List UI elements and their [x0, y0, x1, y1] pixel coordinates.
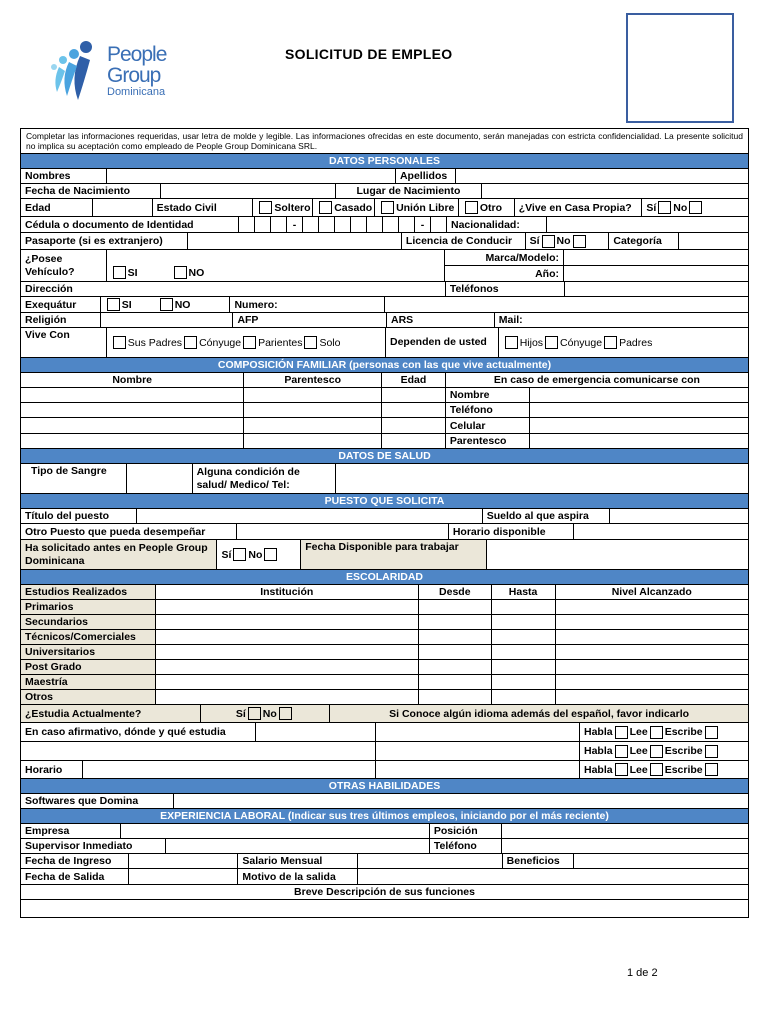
edu-level: Otros — [21, 690, 156, 704]
checkbox-lee[interactable] — [650, 726, 663, 739]
section-health: DATOS DE SALUD — [20, 449, 749, 464]
label-horario-estudio: Horario — [21, 761, 83, 778]
edu-level-cell[interactable] — [556, 660, 748, 674]
checkbox-otro[interactable] — [465, 201, 478, 214]
label-casado: Casado — [334, 201, 373, 214]
label-motivo-salida: Motivo de la salida — [238, 869, 358, 884]
label-estudia-no: No — [262, 707, 277, 720]
label-sus-padres: Sus Padres — [127, 336, 183, 349]
edu-from-cell[interactable] — [419, 690, 492, 704]
checkbox-lee[interactable] — [650, 763, 663, 776]
input-salario[interactable] — [358, 854, 503, 868]
section-experience: EXPERIENCIA LABORAL (Indicar sus tres últimos empleos, iniciando por el más reciente) — [20, 809, 749, 824]
checkbox-sus-padres[interactable] — [113, 336, 126, 349]
form-title: SOLICITUD DE EMPLEO — [285, 46, 453, 62]
input-marca[interactable] — [564, 250, 748, 265]
edu-level: Secundarios — [21, 615, 156, 629]
family-relation-cell[interactable] — [244, 403, 382, 417]
input-condicion-salud[interactable] — [336, 464, 748, 493]
checkbox-licencia-no[interactable] — [573, 235, 586, 248]
col-estudios: Estudios Realizados — [21, 585, 156, 599]
label-salario: Salario Mensual — [238, 854, 358, 868]
input-idioma[interactable] — [376, 723, 580, 741]
edu-level-cell[interactable] — [556, 615, 748, 629]
checkbox-habla[interactable] — [615, 726, 628, 739]
input-nombres[interactable] — [107, 169, 396, 183]
checkbox-solo[interactable] — [304, 336, 317, 349]
label-licencia: Licencia de Conducir — [402, 233, 526, 249]
family-relation-cell[interactable] — [244, 434, 382, 448]
checkbox-escribe[interactable] — [705, 745, 718, 758]
label-exequatur-no: NO — [174, 298, 191, 311]
logo-wordmark — [107, 44, 166, 98]
edu-institution-cell[interactable] — [156, 645, 419, 659]
label-soltero: Soltero — [274, 201, 311, 214]
logo-line-1: People — [107, 43, 167, 66]
input-otro-puesto[interactable] — [237, 524, 448, 539]
edu-from-cell[interactable] — [419, 600, 492, 614]
input-fecha-disponible[interactable] — [487, 540, 748, 569]
col-nombre: Nombre — [21, 373, 244, 387]
input-fecha-salida[interactable] — [129, 869, 239, 884]
input-horario-estudio[interactable] — [83, 761, 375, 778]
label-apellidos: Apellidos — [396, 169, 456, 183]
checkbox-estudia-si[interactable] — [248, 707, 261, 720]
label-escribe: Escribe — [664, 745, 703, 757]
label-marca: Marca/Modelo: — [445, 250, 564, 265]
checkbox-habla[interactable] — [615, 763, 628, 776]
family-name-cell[interactable] — [21, 434, 244, 448]
edu-from-cell[interactable] — [419, 675, 492, 689]
label-vehiculo-no: NO — [188, 267, 205, 279]
label-religion: Religión — [21, 313, 101, 327]
label-exequatur: Exequátur — [21, 297, 101, 312]
family-age-cell[interactable] — [382, 388, 446, 402]
section-skills: OTRAS HABILIDADES — [20, 779, 749, 794]
edu-from-cell[interactable] — [419, 645, 492, 659]
label-categoria: Categoría — [609, 233, 679, 249]
instructions: Completar las informaciones requeridas, usar letra de molde y legible. Las informaciones ofrecidas en este documento, serán manejadas con estricta confidencialidad. La presente solicitud no implica su aceptación como empleado de People Group Dominicana SRL. — [26, 131, 743, 151]
input-lugar-nacimiento[interactable] — [482, 184, 748, 198]
edu-institution-cell[interactable] — [156, 630, 419, 644]
cedula-digit[interactable] — [383, 217, 399, 232]
checkbox-conyuge[interactable] — [184, 336, 197, 349]
edu-institution-cell[interactable] — [156, 600, 419, 614]
family-age-cell[interactable] — [382, 434, 446, 448]
edu-level-cell[interactable] — [556, 630, 748, 644]
checkbox-soltero[interactable] — [259, 201, 272, 214]
edu-to-cell[interactable] — [492, 645, 556, 659]
label-solicitado-antes: Ha solicitado antes en People Group Dominicana — [21, 540, 217, 569]
label-exequatur-si: SI — [121, 298, 132, 311]
label-emergencia-telefono: Teléfono — [446, 403, 530, 417]
label-estudia-si: Sí — [235, 707, 246, 720]
edu-level: Post Grado — [21, 660, 156, 674]
checkbox-padres[interactable] — [604, 336, 617, 349]
label-habla: Habla — [584, 763, 613, 776]
label-vive-no: No — [673, 201, 688, 214]
edu-level-cell[interactable] — [556, 600, 748, 614]
input-edad[interactable] — [93, 199, 153, 216]
label-dependen: Dependen de usted — [386, 328, 499, 357]
cedula-dash: - — [287, 217, 303, 232]
label-dep-conyuge: Cónyuge — [560, 336, 603, 349]
checkbox-union-libre[interactable] — [381, 201, 394, 214]
edu-institution-cell[interactable] — [156, 660, 419, 674]
input-telefonos[interactable] — [565, 282, 749, 296]
input-numero[interactable] — [385, 297, 748, 312]
edu-to-cell[interactable] — [492, 630, 556, 644]
label-anio: Año: — [445, 266, 564, 281]
label-sueldo: Sueldo al que aspira — [483, 509, 611, 523]
col-desde: Desde — [419, 585, 492, 599]
checkbox-escribe[interactable] — [705, 726, 718, 739]
label-vive-si: Sí — [646, 201, 657, 214]
input-religion[interactable] — [101, 313, 234, 327]
label-posicion: Posición — [430, 824, 502, 838]
label-softwares: Softwares que Domina — [21, 794, 174, 808]
cedula-digit[interactable] — [335, 217, 351, 232]
label-empresa: Empresa — [21, 824, 121, 838]
label-telefonos: Teléfonos — [446, 282, 565, 296]
label-horario-disponible: Horario disponible — [449, 524, 575, 539]
col-institucion: Institución — [156, 585, 419, 599]
label-beneficios: Beneficios — [503, 854, 575, 868]
input-descripcion-funciones[interactable] — [21, 900, 748, 917]
edu-level-cell[interactable] — [556, 675, 748, 689]
input-donde-estudia[interactable] — [256, 723, 375, 741]
checkbox-lee[interactable] — [650, 745, 663, 758]
label-idioma: Si Conoce algún idioma además del español, favor indicarlo — [330, 705, 748, 722]
label-conyuge: Cónyuge — [199, 336, 242, 349]
label-titulo-puesto: Título del puesto — [21, 509, 137, 523]
edu-to-cell[interactable] — [492, 690, 556, 704]
label-nacionalidad: Nacionalidad: — [447, 217, 547, 232]
label-escribe: Escribe — [664, 726, 703, 738]
label-afp: AFP — [233, 313, 387, 327]
edu-institution-cell[interactable] — [156, 675, 419, 689]
label-condicion-salud: Alguna condición de salud/ Medico/ Tel: — [193, 464, 337, 493]
checkbox-exequatur-no[interactable] — [160, 298, 173, 311]
checkbox-habla[interactable] — [615, 745, 628, 758]
input-emergencia-nombre[interactable] — [530, 388, 748, 402]
cedula-digit[interactable] — [239, 217, 255, 232]
label-emergencia-nombre: Nombre — [446, 388, 530, 402]
label-mail: Mail: — [498, 314, 523, 326]
edu-level: Primarios — [21, 600, 156, 614]
label-cedula: Cédula o documento de Identidad — [21, 217, 239, 232]
edu-from-cell[interactable] — [419, 630, 492, 644]
label-numero: Numero: — [230, 297, 385, 312]
edu-to-cell[interactable] — [492, 600, 556, 614]
input-idioma[interactable] — [376, 761, 580, 778]
edu-level: Técnicos/Comerciales — [21, 630, 156, 644]
label-vehiculo-si: SI — [127, 267, 138, 279]
label-ars: ARS — [387, 313, 495, 327]
checkbox-hijos[interactable] — [505, 336, 518, 349]
label-fecha-salida: Fecha de Salida — [21, 869, 129, 884]
input-telefono-exp[interactable] — [502, 839, 748, 853]
label-emergencia-parentesco: Parentesco — [446, 434, 530, 448]
label-lee: Lee — [629, 763, 648, 776]
label-fecha-nacimiento: Fecha de Nacimiento — [21, 184, 161, 198]
input-empresa[interactable] — [121, 824, 430, 838]
checkbox-vive-si[interactable] — [658, 201, 671, 214]
page-number: 1 de 2 — [627, 967, 658, 979]
edu-to-cell[interactable] — [492, 615, 556, 629]
application-form — [20, 128, 749, 918]
checkbox-vive-no[interactable] — [689, 201, 702, 214]
label-lee: Lee — [629, 726, 648, 738]
label-licencia-no: No — [556, 235, 571, 247]
checkbox-vehiculo-si[interactable] — [113, 266, 126, 279]
input-emergencia-parentesco[interactable] — [530, 434, 748, 448]
label-nombres: Nombres — [21, 169, 107, 183]
cedula-digit[interactable] — [303, 217, 319, 232]
label-habla: Habla — [584, 726, 613, 738]
photo-box[interactable] — [626, 13, 734, 123]
label-estudia-actualmente: ¿Estudia Actualmente? — [21, 705, 201, 722]
family-relation-cell[interactable] — [244, 418, 382, 433]
label-escribe: Escribe — [664, 763, 703, 776]
cedula-digit[interactable] — [351, 217, 367, 232]
label-supervisor: Supervisor Inmediato — [21, 839, 166, 853]
edu-level-cell[interactable] — [556, 690, 748, 704]
label-licencia-si: Sí — [529, 235, 540, 247]
input-titulo-puesto[interactable] — [137, 509, 483, 523]
input-fecha-nacimiento[interactable] — [161, 184, 337, 198]
checkbox-dep-conyuge[interactable] — [545, 336, 558, 349]
label-otro: Otro — [479, 201, 502, 214]
input-horario-disponible[interactable] — [574, 524, 748, 539]
edu-from-cell[interactable] — [419, 615, 492, 629]
edu-from-cell[interactable] — [419, 660, 492, 674]
label-padres: Padres — [619, 336, 653, 349]
edu-institution-cell[interactable] — [156, 690, 419, 704]
label-direccion: Dirección — [21, 282, 446, 296]
logo-line-2: Group — [107, 64, 161, 87]
cedula-dash: - — [415, 217, 431, 232]
edu-level-cell[interactable] — [556, 645, 748, 659]
family-relation-cell[interactable] — [244, 388, 382, 402]
checkbox-casado[interactable] — [319, 201, 332, 214]
input-motivo-salida[interactable] — [358, 869, 748, 884]
checkbox-solicitado-no[interactable] — [264, 548, 277, 561]
edu-to-cell[interactable] — [492, 675, 556, 689]
col-parentesco: Parentesco — [244, 373, 382, 387]
input-beneficios[interactable] — [574, 854, 748, 868]
checkbox-solicitado-si[interactable] — [233, 548, 246, 561]
label-solicitado-no: No — [248, 548, 263, 561]
family-name-cell[interactable] — [21, 388, 244, 402]
cedula-digit[interactable] — [255, 217, 271, 232]
cedula-digit[interactable] — [431, 217, 447, 232]
col-edad: Edad — [382, 373, 446, 387]
label-otro-puesto: Otro Puesto que pueda desempeñar — [21, 524, 237, 539]
checkbox-escribe[interactable] — [705, 763, 718, 776]
checkbox-licencia-si[interactable] — [542, 235, 555, 248]
col-hasta: Hasta — [492, 585, 556, 599]
label-emergencia-celular: Celular — [446, 418, 530, 433]
section-family: COMPOSICIÓN FAMILIAR (personas con las que vive actualmente) — [20, 358, 749, 373]
label-solicitado-si: Sí — [221, 548, 232, 561]
checkbox-estudia-no[interactable] — [279, 707, 292, 720]
input-pasaporte[interactable] — [188, 233, 402, 249]
edu-to-cell[interactable] — [492, 660, 556, 674]
input-softwares[interactable] — [174, 794, 748, 808]
family-name-cell[interactable] — [21, 418, 244, 433]
input-emergencia-telefono[interactable] — [530, 403, 748, 417]
input-anio[interactable] — [564, 266, 748, 281]
label-descripcion-funciones: Breve Descripción de sus funciones — [294, 886, 475, 898]
input-idioma[interactable] — [376, 742, 580, 760]
input-nacionalidad[interactable] — [547, 217, 734, 232]
edu-institution-cell[interactable] — [156, 615, 419, 629]
label-tipo-sangre: Tipo de Sangre — [21, 464, 127, 493]
section-personal: DATOS PERSONALES — [20, 154, 749, 169]
input-categoria[interactable] — [679, 233, 748, 249]
input-tipo-sangre[interactable] — [127, 464, 193, 493]
label-parientes: Parientes — [258, 336, 303, 349]
input-apellidos[interactable] — [456, 169, 748, 183]
checkbox-exequatur-si[interactable] — [107, 298, 120, 311]
label-lee: Lee — [629, 745, 648, 757]
label-vive-casa-propia: ¿Vive en Casa Propia? — [515, 199, 643, 216]
cedula-digit[interactable] — [271, 217, 287, 232]
col-emergencia: En caso de emergencia comunicarse con — [493, 374, 700, 386]
input-posicion[interactable] — [502, 824, 748, 838]
instructions-row — [20, 128, 749, 154]
label-edad: Edad — [21, 199, 93, 216]
label-fecha-disponible: Fecha Disponible para trabajar — [301, 540, 486, 569]
family-age-cell[interactable] — [382, 403, 446, 417]
checkbox-parientes[interactable] — [243, 336, 256, 349]
input-emergencia-celular[interactable] — [530, 418, 748, 433]
cedula-digit[interactable] — [367, 217, 383, 232]
label-fecha-ingreso: Fecha de Ingreso — [21, 854, 129, 868]
section-position: PUESTO QUE SOLICITA — [20, 494, 749, 509]
label-solo: Solo — [319, 336, 341, 349]
checkbox-vehiculo-no[interactable] — [174, 266, 187, 279]
label-vive-con: Vive Con — [21, 328, 107, 357]
logo-line-3: Dominicana — [107, 86, 166, 98]
family-name-cell[interactable] — [21, 403, 244, 417]
section-education: ESCOLARIDAD — [20, 570, 749, 585]
col-nivel: Nivel Alcanzado — [611, 586, 692, 598]
label-posee-vehiculo: ¿Posee Vehículo? — [21, 250, 107, 281]
label-estado-civil: Estado Civil — [153, 199, 254, 216]
family-age-cell[interactable] — [382, 418, 446, 433]
label-union-libre: Unión Libre — [396, 201, 455, 214]
cedula-digit[interactable] — [319, 217, 335, 232]
label-pasaporte: Pasaporte (si es extranjero) — [21, 233, 188, 249]
edu-level: Universitarios — [21, 645, 156, 659]
input-supervisor[interactable] — [166, 839, 430, 853]
input-fecha-ingreso[interactable] — [129, 854, 239, 868]
label-donde-estudia: En caso afirmativo, dónde y qué estudia — [21, 723, 256, 741]
label-habla: Habla — [584, 745, 613, 757]
label-hijos: Hijos — [519, 336, 544, 349]
edu-level: Maestría — [21, 675, 156, 689]
label-lugar-nacimiento: Lugar de Nacimiento — [336, 184, 482, 198]
input-donde-estudia-2[interactable] — [21, 742, 375, 760]
label-telefono-exp: Teléfono — [430, 839, 502, 853]
input-sueldo[interactable] — [610, 509, 748, 523]
cedula-digit[interactable] — [399, 217, 415, 232]
